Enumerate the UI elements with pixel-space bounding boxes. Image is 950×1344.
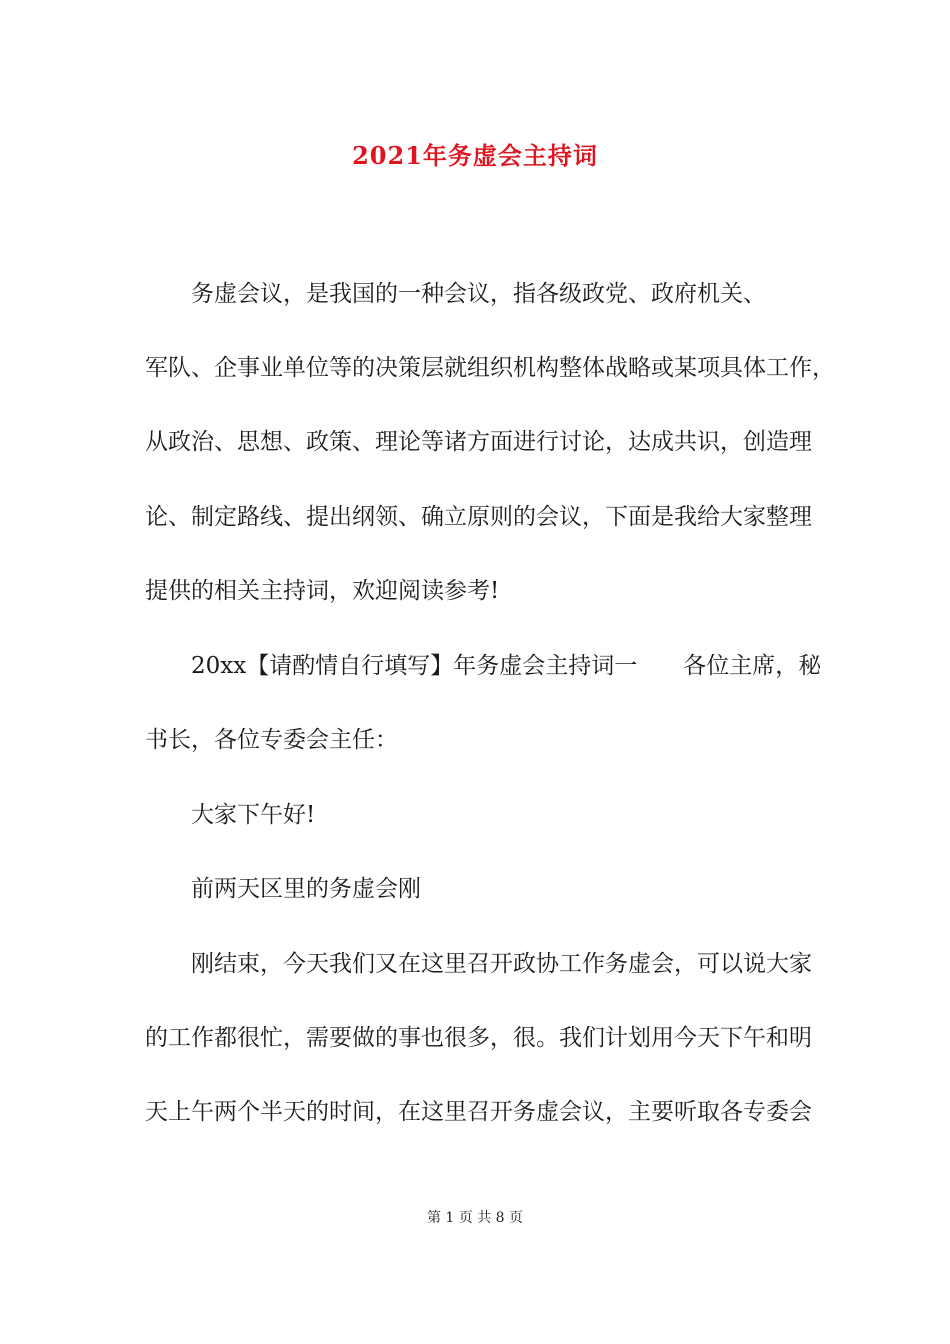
- paragraph-line-8: 大家下午好!: [145, 802, 316, 828]
- paragraph-line-6: 20xx【请酌情自行填写】年务虚会主持词一 各位主席，秘: [145, 653, 822, 679]
- paragraph-line-11: 的工作都很忙，需要做的事也很多，很。我们计划用今天下午和明: [145, 1025, 812, 1051]
- paragraph-line-4: 论、制定路线、提出纲领、确立原则的会议，下面是我给大家整理: [145, 504, 812, 530]
- paragraph-line-5: 提供的相关主持词，欢迎阅读参考!: [145, 578, 500, 604]
- paragraph-line-9: 前两天区里的务虚会刚: [145, 876, 421, 902]
- paragraph-line-2: 军队、企事业单位等的决策层就组织机构整体战略或某项具体工作，: [145, 355, 835, 381]
- paragraph-line-3: 从政治、思想、政策、理论等诸方面进行讨论，达成共识，创造理: [145, 429, 812, 455]
- paragraph-line-10: 刚结束，今天我们又在这里召开政协工作务虚会，可以说大家: [145, 951, 812, 977]
- paragraph-line-1: 务虚会议，是我国的一种会议，指各级政党、政府机关、: [145, 281, 766, 307]
- paragraph-line-7: 书长，各位专委会主任：: [145, 727, 398, 753]
- paragraph-line-12: 天上午两个半天的时间，在这里召开务虚会议，主要听取各专委会: [145, 1099, 812, 1125]
- page-number-footer: 第 1 页 共 8 页: [426, 1210, 524, 1226]
- document-title: 2021年务虚会主持词: [352, 141, 598, 170]
